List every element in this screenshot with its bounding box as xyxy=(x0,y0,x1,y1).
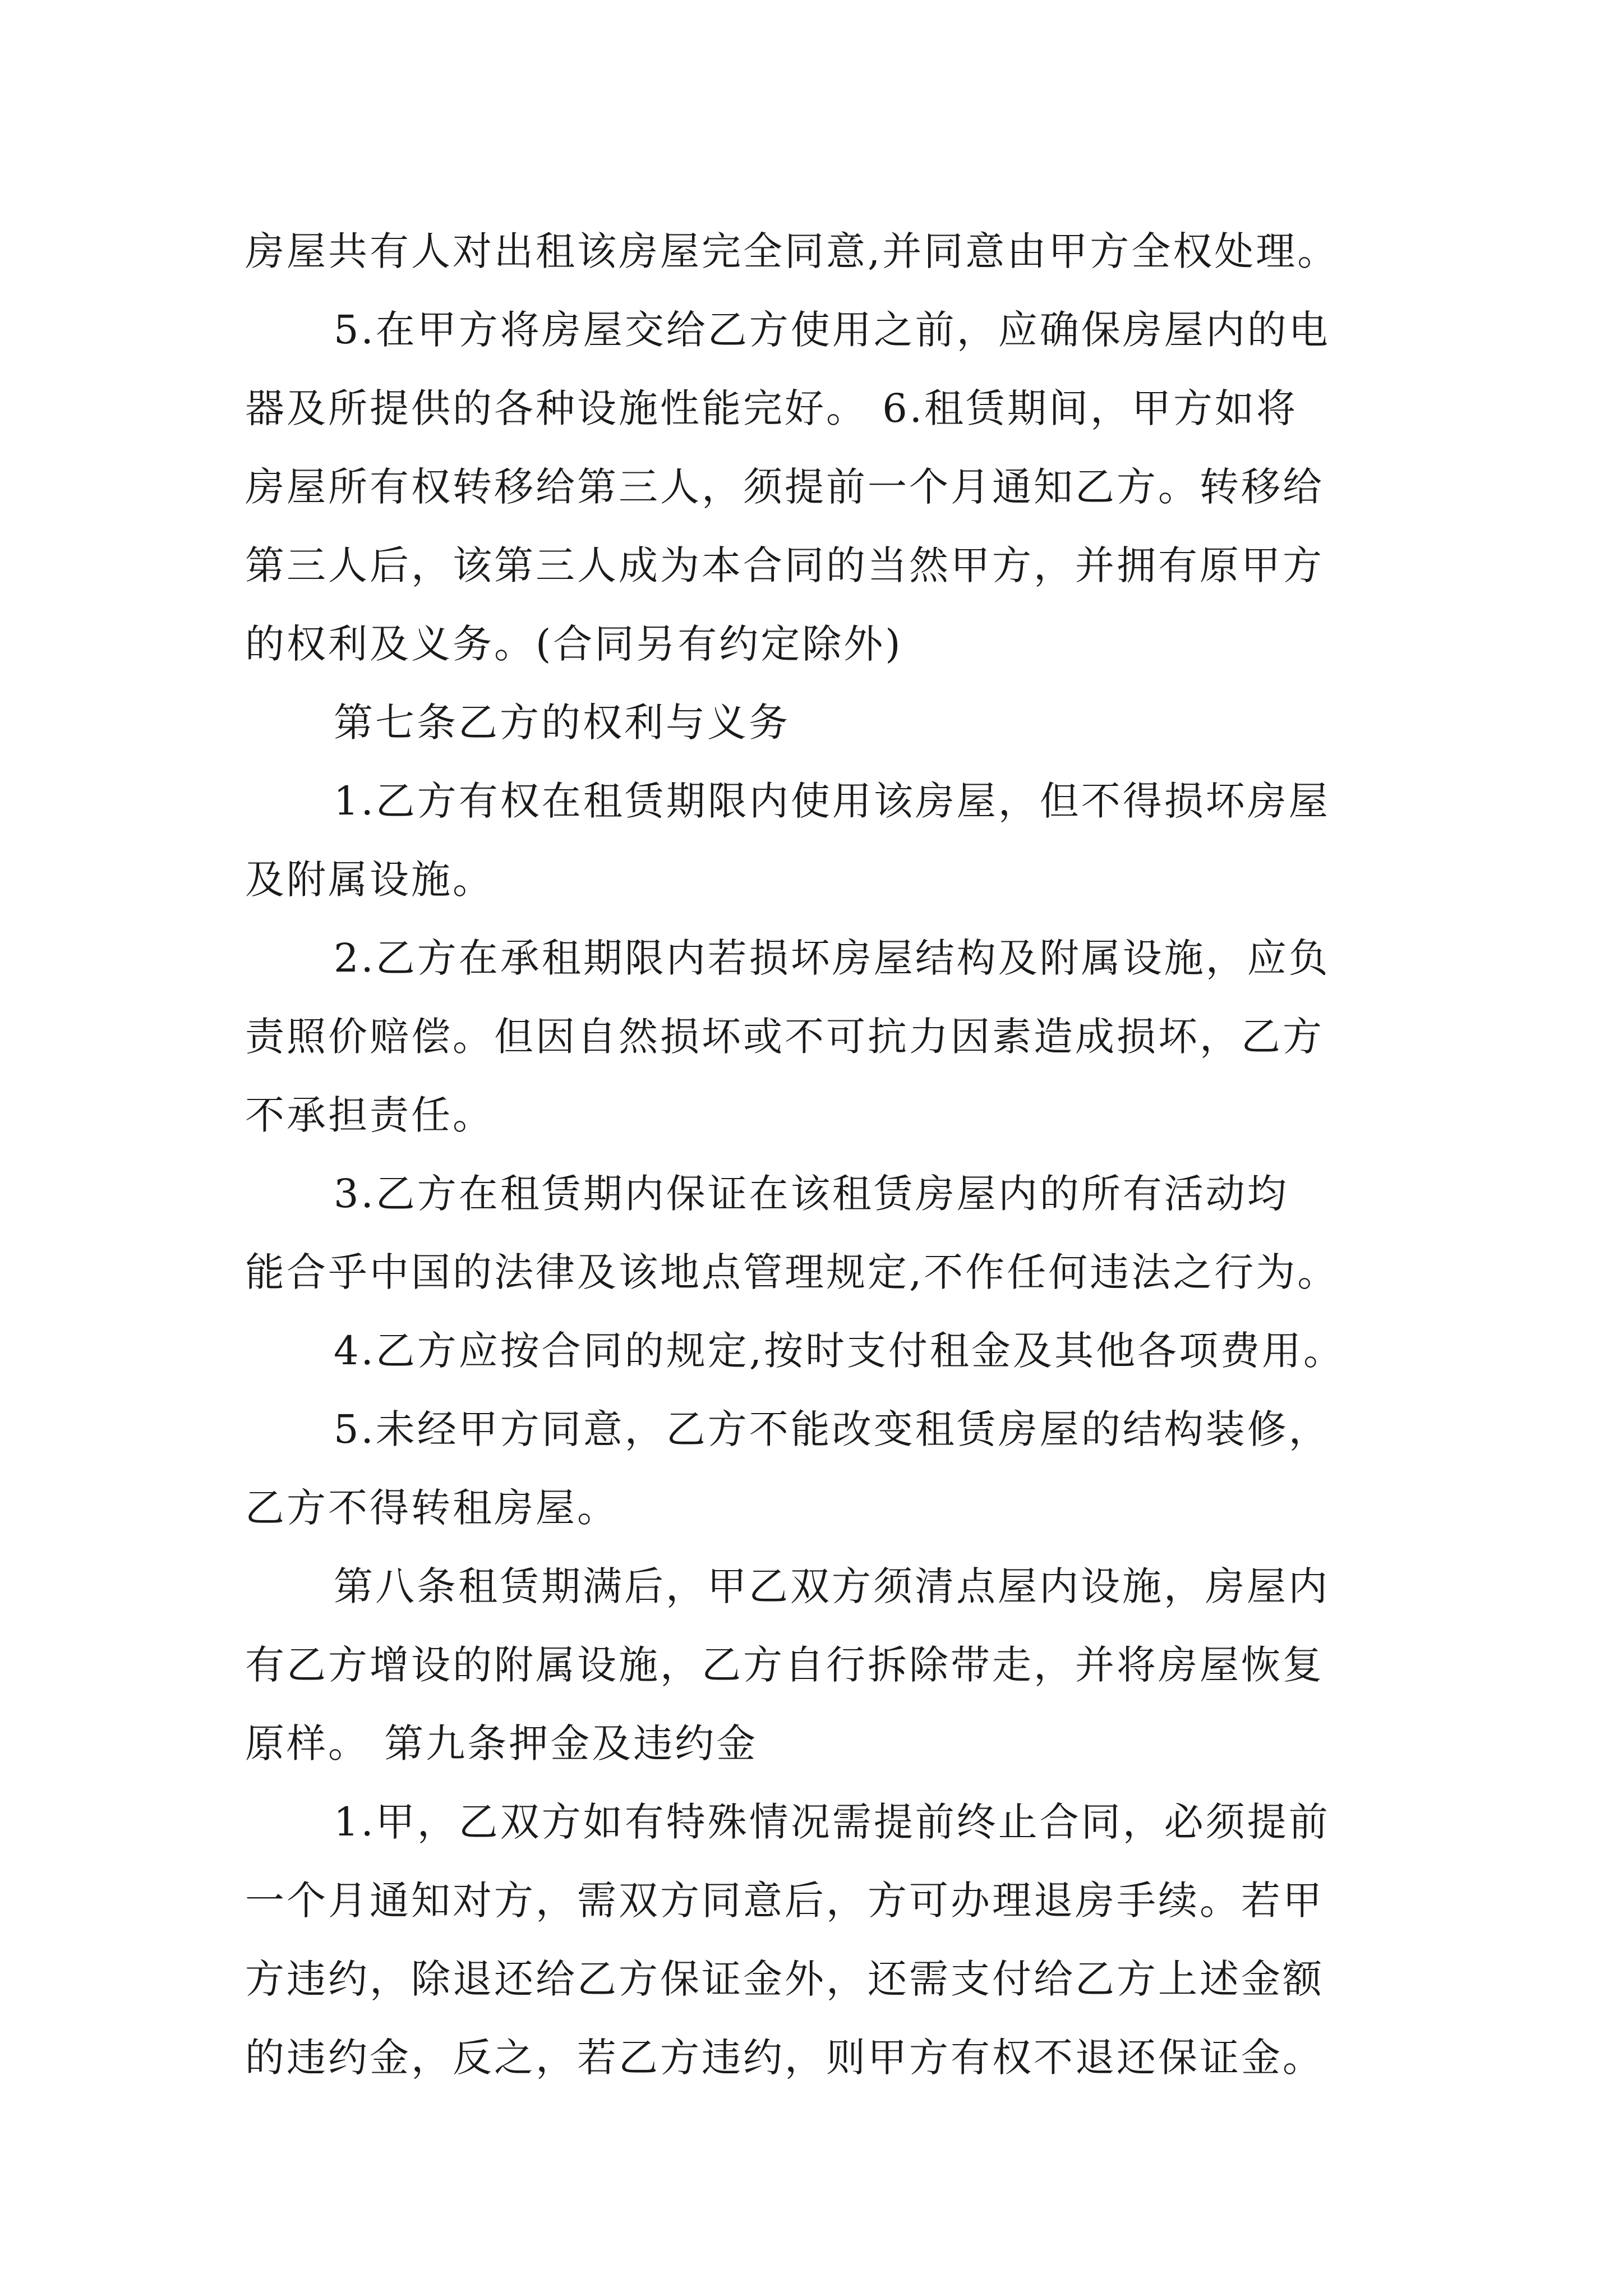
text-line: 房屋共有人对出租该房屋完全同意,并同意由甲方全权处理。 xyxy=(245,228,1339,274)
text-line: 房屋所有权转移给第三人，须提前一个月通知乙方。转移给 xyxy=(245,464,1324,510)
text-line: 第三人后，该第三人成为本合同的当然甲方，并拥有原甲方 xyxy=(245,542,1324,588)
text-line: 能合乎中国的法律及该地点管理规定,不作任何违法之行为。 xyxy=(245,1249,1339,1295)
text-line: 1.乙方有权在租赁期限内使用该房屋，但不得损坏房屋 xyxy=(334,778,1330,824)
section-heading: 第七条乙方的权利与义务 xyxy=(334,700,790,746)
text-line: 方违约，除退还给乙方保证金外，还需支付给乙方上述金额 xyxy=(245,1956,1324,2002)
text-line: 1.甲，乙双方如有特殊情况需提前终止合同，必须提前 xyxy=(334,1799,1330,1845)
text-line: 乙方不得转租房屋。 xyxy=(245,1485,619,1531)
text-line: 责照价赔偿。但因自然损坏或不可抗力因素造成损坏，乙方 xyxy=(245,1014,1324,1060)
text-line: 原样。 第九条押金及违约金 xyxy=(245,1720,758,1766)
text-line: 5.在甲方将房屋交给乙方使用之前，应确保房屋内的电 xyxy=(334,307,1330,353)
text-line: 有乙方增设的附属设施，乙方自行拆除带走，并将房屋恢复 xyxy=(245,1642,1324,1688)
text-line: 不承担责任。 xyxy=(245,1092,494,1138)
text-line: 的权利及义务。(合同另有约定除外) xyxy=(245,621,903,667)
text-line: 5.未经甲方同意，乙方不能改变租赁房屋的结构装修， xyxy=(334,1406,1330,1452)
text-line: 一个月通知对方，需双方同意后，方可办理退房手续。若甲 xyxy=(245,1878,1324,1924)
text-line: 3.乙方在租赁期内保证在该租赁房屋内的所有活动均 xyxy=(334,1171,1289,1217)
text-line: 2.乙方在承租期限内若损坏房屋结构及附属设施，应负 xyxy=(334,935,1330,981)
section-heading: 第八条租赁期满后，甲乙双方须清点屋内设施，房屋内 xyxy=(334,1563,1330,1609)
text-line: 器及所提供的各种设施性能完好。 6.租赁期间，甲方如将 xyxy=(245,385,1298,431)
text-line: 的违约金，反之，若乙方违约，则甲方有权不退还保证金。 xyxy=(245,2035,1324,2081)
text-line: 4.乙方应按合同的规定,按时支付租金及其他各项费用。 xyxy=(334,1328,1345,1374)
document-body xyxy=(245,212,1445,2097)
text-line: 及附属设施。 xyxy=(245,857,494,903)
